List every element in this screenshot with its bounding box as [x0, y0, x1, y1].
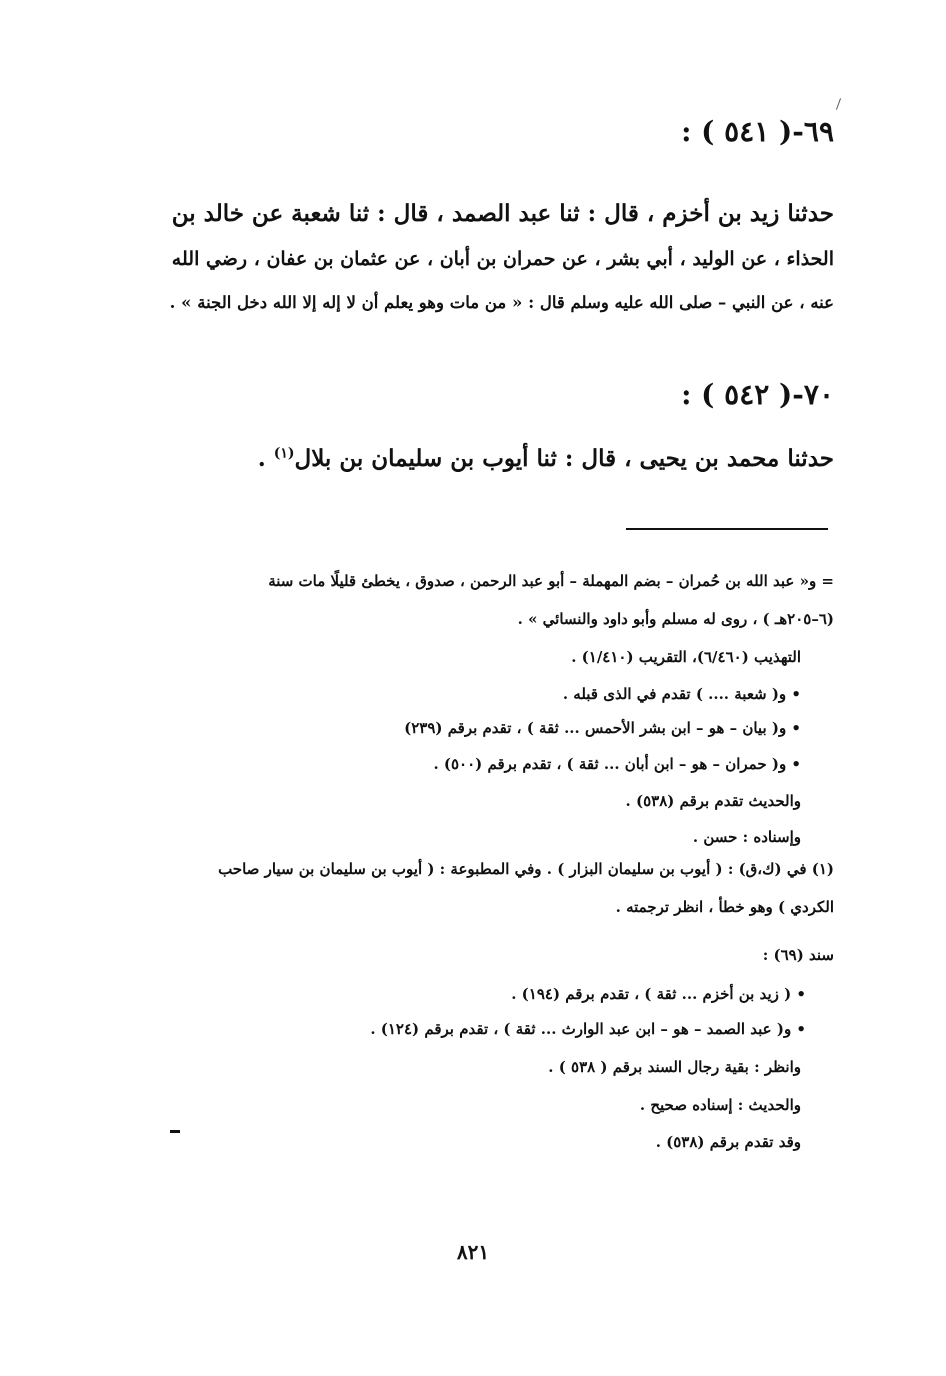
entry-70-line — [258, 445, 834, 472]
entry-69-line-1: حدثنا زيد بن أخزم ، قال : ثنا عبد الصمد ، قال : ثنا شعبة عن خالد بن — [171, 200, 834, 227]
footnote-line: • و( شعبة .... ) تقدم في الذى قبله . — [562, 685, 801, 703]
margin-mark — [836, 98, 841, 110]
sanad-line: والحديث : إسناده صحيح . — [639, 1096, 801, 1114]
sanad-line: وانظر : بقية رجال السند برقم ( ٥٣٨ ) . — [548, 1058, 801, 1076]
footnote-1-line-1: (١) في (ك،ق) : ( أيوب بن سليمان البزار ) . وفي المطبوعة : ( أيوب بن سليمان بن سيار صاحب — [218, 860, 834, 878]
footnote-line: (٦–٢٠٥هـ ) ، روى له مسلم وأبو داود والنسائي » . — [517, 610, 834, 628]
entry-69-heading: ٦٩-( ٥٤١ ) : — [681, 115, 834, 148]
footnote-line: • و( حمران – هو – ابن أبان ... ثقة ) ، تقدم برقم (٥٠٠) . — [433, 755, 801, 773]
footnote-line: وإسناده : حسن . — [692, 828, 801, 846]
footnote-1-line-2: الكردي ) وهو خطأ ، انظر ترجمته . — [615, 898, 834, 916]
footnote-separator — [626, 528, 828, 530]
page-number: ٨٢١ — [456, 1240, 490, 1264]
entry-70-text: حدثنا محمد بن يحيى ، قال : ثنا أيوب بن سليمان بن بلال — [294, 445, 834, 472]
footnote-line: والحديث تقدم برقم (٥٣٨) . — [625, 792, 801, 810]
sanad-line: وقد تقدم برقم (٥٣٨) . — [655, 1133, 801, 1151]
footnote-marker: (١) — [273, 445, 295, 462]
footnote-line: التهذيب (٦/٤٦٠)، التقريب (١/٤١٠) . — [571, 648, 801, 666]
entry-70-heading: ٧٠-( ٥٤٢ ) : — [681, 378, 834, 411]
sanad-line: • ( زيد بن أخزم ... ثقة ) ، تقدم برقم (١٩٤) . — [511, 985, 806, 1003]
footnote-line: • و( بيان – هو – ابن بشر الأحمس ... ثقة ) ، تقدم برقم (٢٣٩) — [404, 719, 801, 737]
sanad-heading: سند (٦٩) : — [762, 946, 834, 964]
entry-69-line-2: الحذاء ، عن الوليد ، أبي بشر ، عن حمران بن أبان ، عن عثمان بن عفان ، رضي الله — [171, 248, 834, 270]
entry-69-line-3: عنه ، عن النبي – صلى الله عليه وسلم قال : « من مات وهو يعلم أن لا إله إلا الله دخل الجنة » . — [169, 293, 834, 312]
entry-70-line-end: . — [257, 445, 274, 472]
sanad-line: • و( عبد الصمد – هو – ابن عبد الوارث ... ثقة ) ، تقدم برقم (١٢٤) . — [370, 1020, 806, 1038]
margin-dash — [170, 1130, 180, 1133]
footnote-line: = و« عبد الله بن حُمران – بضم المهملة – أبو عبد الرحمن ، صدوق ، يخطئ قليلًا مات سنة — [268, 572, 834, 590]
